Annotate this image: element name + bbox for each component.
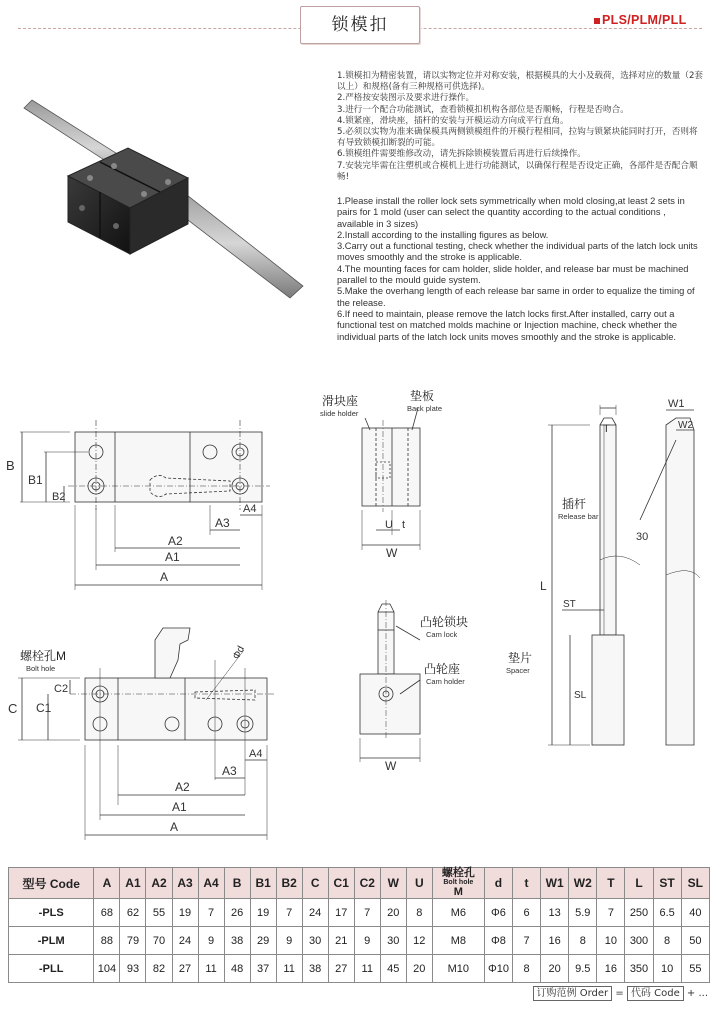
table-cell: 55	[146, 899, 172, 927]
label-back-plate: 垫板	[410, 389, 435, 403]
col-header: ST	[653, 868, 681, 899]
dim-B1: B1	[28, 473, 43, 487]
technical-drawing	[0, 380, 720, 850]
label-spacer: 垫片	[508, 651, 533, 665]
series-marker-icon	[594, 18, 600, 24]
table-cell: 300	[625, 927, 653, 955]
release-bar-view	[548, 405, 700, 745]
table-cell: 50	[681, 927, 709, 955]
table-cell: 8	[569, 927, 597, 955]
col-header: A	[94, 868, 120, 899]
table-cell: 30	[380, 927, 406, 955]
dim-ST: ST	[563, 599, 576, 610]
col-header: W	[380, 868, 406, 899]
col-header: C2	[354, 868, 380, 899]
table-cell: 19	[250, 899, 276, 927]
table-cell: 40	[681, 899, 709, 927]
table-cell: M8	[432, 927, 484, 955]
dim-B: B	[6, 458, 15, 473]
dim-A: A	[160, 570, 169, 584]
table-cell: -PLS	[9, 899, 94, 927]
table-cell: -PLL	[9, 955, 94, 983]
table-row	[9, 927, 710, 955]
note-cn: 5.必须以实物为准来确保模具两侧锁模组件的开模行程相同，拉钩与锁紧块能同时打开，否则将有导致锁模扣断裂的可能。	[337, 127, 698, 149]
dim-A4: A4	[243, 503, 257, 515]
label-release-bar: 插杆	[562, 497, 587, 511]
label-cam-lock: 凸轮锁块	[420, 615, 469, 629]
col-header: d	[484, 868, 512, 899]
note-en: 4.The mounting faces for cam holder, slide holder, and release bar must be machined parallel to the mould guide system.	[337, 263, 689, 286]
note-cn: 4.锁紧座，滑块座，插杆的安装与开模运动方向成平行直角。	[337, 115, 569, 126]
col-header: A4	[198, 868, 224, 899]
col-header: T	[597, 868, 625, 899]
series-text: PLS/PLM/PLL	[602, 13, 687, 27]
dim-B2: B2	[52, 491, 66, 503]
table-cell: 11	[276, 955, 302, 983]
dim-W2: W2	[678, 420, 693, 431]
col-header: C	[302, 868, 328, 899]
label-slide-holder-en: slide holder	[320, 409, 359, 418]
note-cn: 7.安装完毕需在注塑机或合模机上进行功能测试，以确保行程是否设定正确，各部件是否配合顺畅!	[337, 160, 698, 182]
table-cell: 7	[276, 899, 302, 927]
dim-A-b: A	[170, 820, 179, 834]
dim-A1: A1	[165, 550, 180, 564]
bolt-hole-cn: 螺栓孔	[441, 867, 475, 879]
label-release-bar-en: Release bar	[558, 512, 599, 521]
note-en: 6.If need to maintain, please remove the latch locks first.After installed, carry out a functional test on matched molds machine or Injection machine, check whether the individual parts of the latch lock units moves smoothly and the stroke is applicable.	[337, 308, 678, 342]
dim-A1-b: A1	[172, 800, 187, 814]
table-cell: 24	[302, 899, 328, 927]
col-header: B2	[276, 868, 302, 899]
note-cn: 6.锁模组件需要维修改动，请先拆除锁模装置后再进行后续操作。	[337, 149, 586, 160]
spec-table	[8, 867, 710, 983]
series-label	[594, 13, 687, 27]
table-cell: 9	[276, 927, 302, 955]
col-header: A2	[146, 868, 172, 899]
code-label: 代码 Code	[627, 986, 684, 1001]
bolt-hole-en: Bolt hole	[443, 879, 474, 886]
dim-A2-b: A2	[175, 780, 190, 794]
table-cell: 20	[380, 899, 406, 927]
table-cell: 9	[198, 927, 224, 955]
table-cell: 48	[224, 955, 250, 983]
table-cell: 62	[120, 899, 146, 927]
table-cell: 6.5	[653, 899, 681, 927]
table-cell: 7	[198, 899, 224, 927]
order-plus: + ...	[686, 988, 708, 999]
table-cell: 16	[541, 927, 569, 955]
order-label: 订购范例 Order	[533, 986, 613, 1001]
dim-L: L	[540, 579, 547, 593]
table-cell: 5.9	[569, 899, 597, 927]
note-en: 5.Make the overhang length of each release bar same in order to equalize the timing of the release.	[337, 286, 695, 308]
title-tab	[300, 6, 420, 44]
table-cell: 93	[120, 955, 146, 983]
label-bolt-hole-en: Bolt hole	[26, 664, 56, 673]
table-cell: 8	[653, 927, 681, 955]
table-cell: 8	[513, 955, 541, 983]
col-header: U	[406, 868, 432, 899]
table-cell: M10	[432, 955, 484, 983]
col-header: W1	[541, 868, 569, 899]
table-cell: 350	[625, 955, 653, 983]
dim-C1: C1	[36, 701, 52, 715]
table-cell: 30	[302, 927, 328, 955]
dim-d: Φd	[230, 644, 248, 662]
notes-chinese	[337, 71, 703, 183]
table-row	[9, 899, 710, 927]
table-cell: 7	[513, 927, 541, 955]
table-cell: 10	[653, 955, 681, 983]
table-cell: 24	[172, 927, 198, 955]
col-header-bolt-hole	[432, 868, 484, 899]
table-cell: 11	[198, 955, 224, 983]
plan-view-top	[20, 420, 270, 590]
table-cell: 7	[354, 899, 380, 927]
label-cam-holder-en: Cam holder	[426, 677, 465, 686]
table-cell: 19	[172, 899, 198, 927]
table-cell: Φ10	[484, 955, 512, 983]
dim-A3-b: A3	[222, 764, 237, 778]
col-header: B1	[250, 868, 276, 899]
note-cn: 2.严格按安装图示及要求进行操作。	[337, 93, 475, 104]
page-title: 锁模扣	[331, 15, 389, 35]
table-header-row	[9, 868, 710, 899]
table-cell: 79	[120, 927, 146, 955]
dim-SL: SL	[574, 690, 587, 701]
table-cell: 45	[380, 955, 406, 983]
col-header: 型号 Code	[9, 868, 94, 899]
table-cell: 37	[250, 955, 276, 983]
table-cell: Φ6	[484, 899, 512, 927]
table-cell: 9.5	[569, 955, 597, 983]
table-cell: 29	[250, 927, 276, 955]
table-cell: 11	[354, 955, 380, 983]
col-header: B	[224, 868, 250, 899]
label-bolt-hole: 螺栓孔M	[20, 649, 66, 663]
table-row	[9, 955, 710, 983]
table-cell: 82	[146, 955, 172, 983]
table-cell: M6	[432, 899, 484, 927]
table-cell: 17	[328, 899, 354, 927]
table-cell: 9	[354, 927, 380, 955]
note-en: 1.Please install the roller lock sets symmetrically when mold closing,at least 2 sets in pairs for 1 mold (user can select the quantity according to the actual conditions , available in 3 sizes)	[337, 196, 685, 229]
table-cell: 6	[513, 899, 541, 927]
dim-T: T	[603, 423, 610, 435]
dim-W-bottom: W	[385, 759, 397, 773]
dim-W-top: W	[386, 546, 398, 560]
table-cell: 21	[328, 927, 354, 955]
cam-holder-view	[360, 600, 420, 762]
dim-angle: 30	[636, 531, 649, 543]
table-cell: 20	[406, 955, 432, 983]
table-cell: 250	[625, 899, 653, 927]
col-header: A3	[172, 868, 198, 899]
table-cell: 26	[224, 899, 250, 927]
product-photo	[18, 86, 318, 316]
label-spacer-en: Spacer	[506, 666, 530, 675]
table-cell: 104	[94, 955, 120, 983]
table-cell: 10	[597, 927, 625, 955]
dim-A4-b: A4	[249, 748, 263, 760]
table-cell: 88	[94, 927, 120, 955]
col-header: SL	[681, 868, 709, 899]
notes-english	[337, 196, 703, 343]
dim-t: t	[402, 519, 406, 531]
note-en: 2.Install according to the installing figures as below.	[337, 229, 549, 240]
table-cell: 8	[406, 899, 432, 927]
table-cell: 7	[597, 899, 625, 927]
table-cell: 38	[224, 927, 250, 955]
label-cam-holder: 凸轮座	[424, 662, 461, 676]
table-cell: 12	[406, 927, 432, 955]
dim-A3: A3	[215, 516, 230, 530]
label-back-plate-en: Back plate	[407, 404, 443, 413]
dim-C: C	[8, 701, 18, 716]
col-header: C1	[328, 868, 354, 899]
col-header: W2	[569, 868, 597, 899]
bolt-hole-m: M	[453, 886, 463, 898]
table-cell: 68	[94, 899, 120, 927]
table-cell: 70	[146, 927, 172, 955]
note-en: 3.Carry out a functional testing, check whether the individual parts of the latch lock units moves smoothly and the stroke is applicable.	[337, 241, 698, 263]
label-slide-holder: 滑块座	[322, 394, 359, 408]
order-example	[533, 986, 708, 1001]
dim-W1: W1	[668, 398, 685, 410]
note-cn: 1.锁模扣为精密装置，请以实物定位并对称安装，根据模具的大小及载荷，选择对应的数量（2套以上）和规格(备有三种规格可供选择)。	[337, 71, 704, 93]
table-cell: 38	[302, 955, 328, 983]
col-header: t	[513, 868, 541, 899]
label-cam-lock-en: Cam lock	[426, 630, 458, 639]
dim-C2: C2	[54, 683, 69, 695]
table-cell: 55	[681, 955, 709, 983]
dim-A2: A2	[168, 534, 183, 548]
note-cn: 3.进行一个配合功能测试，查看锁模扣机构各部位是否顺畅，行程是否吻合。	[337, 104, 629, 115]
col-header: L	[625, 868, 653, 899]
col-header: A1	[120, 868, 146, 899]
table-cell: 27	[172, 955, 198, 983]
table-cell: -PLM	[9, 927, 94, 955]
table-cell: 20	[541, 955, 569, 983]
dim-U: U	[385, 519, 393, 531]
table-cell: 27	[328, 955, 354, 983]
table-cell: 16	[597, 955, 625, 983]
table-cell: 13	[541, 899, 569, 927]
table-cell: Φ8	[484, 927, 512, 955]
order-eq: =	[615, 988, 624, 999]
